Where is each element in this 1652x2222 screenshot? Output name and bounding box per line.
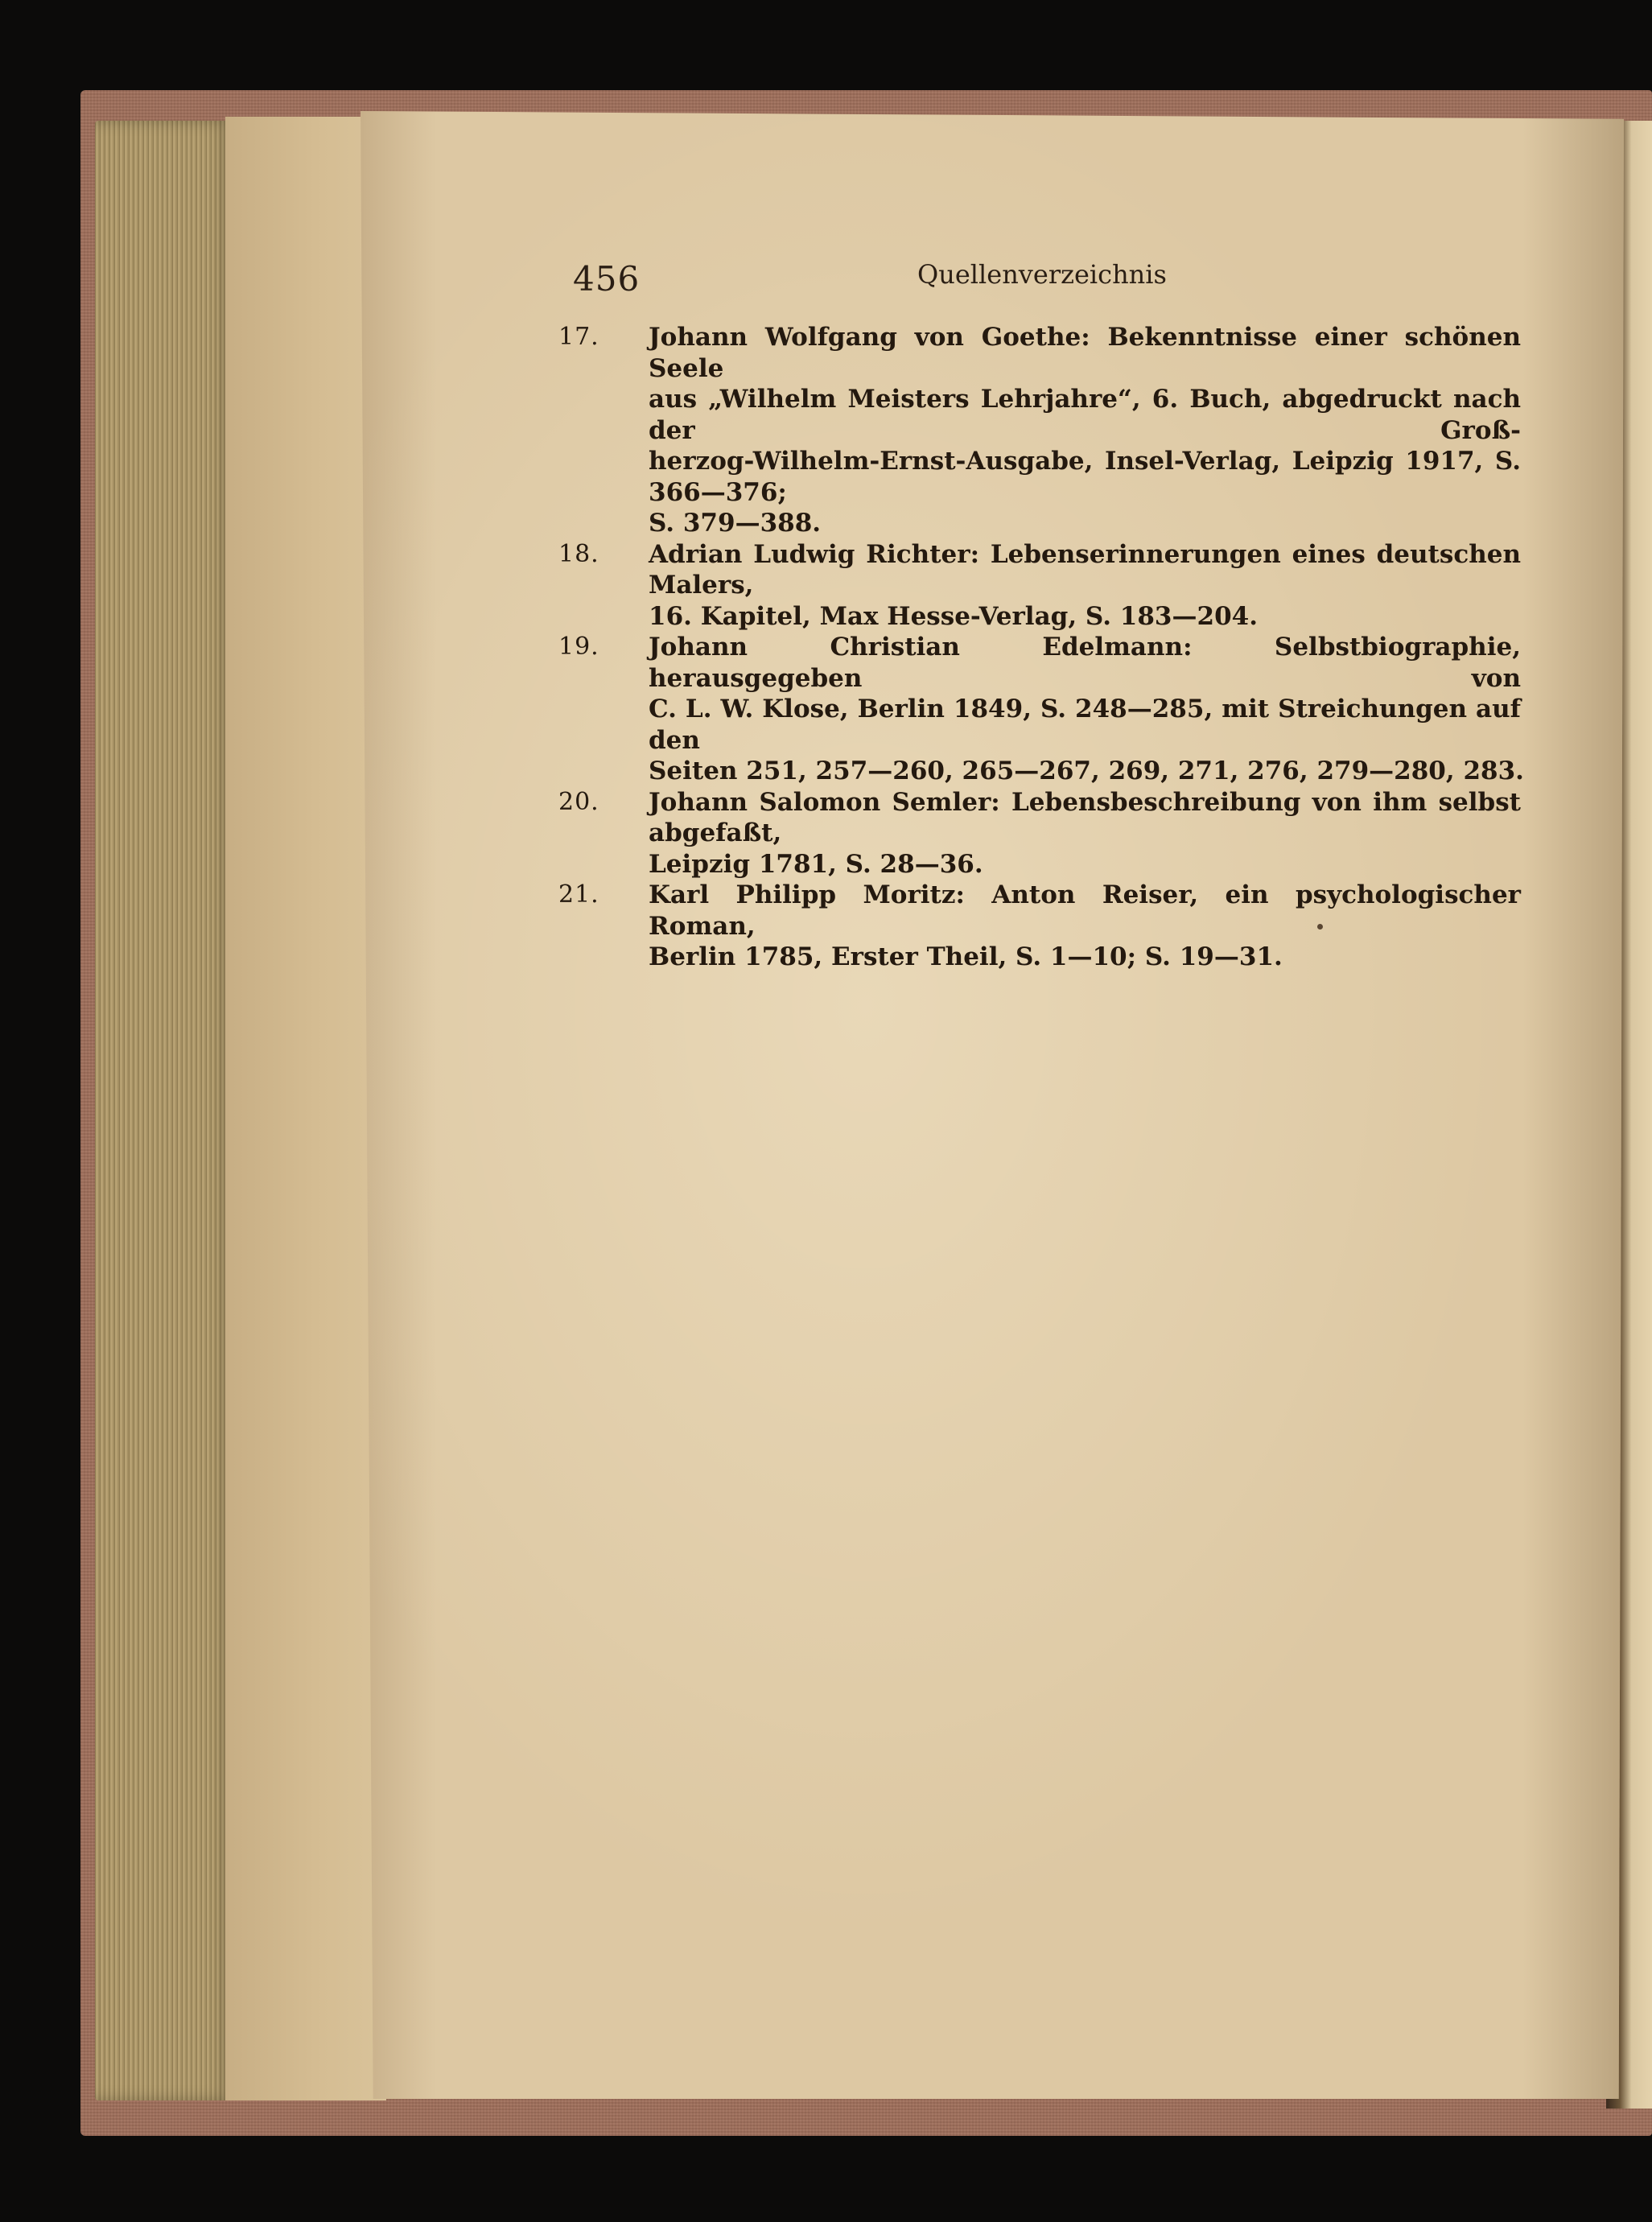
entry-number: 19. [558, 633, 599, 661]
entry-line: Karl Philipp Moritz: Anton Reiser, ein psychologischer Roman, [649, 880, 1521, 941]
entry-line: Johann Wolfgang von Goethe: Bekenntnisse einer schönen Seele [649, 323, 1521, 383]
entry-line: Johann Christian Edelmann: Selbstbiographie, herausgegeben von [649, 633, 1521, 693]
entry-line: Seiten 251, 257—260, 265—267, 269, 271, 276, 279—280, 283. [649, 756, 1524, 785]
entry-line: herzog-Wilhelm-Ernst-Ausgabe, Insel-Verlag, Leipzig 1917, S. 366—376; [649, 447, 1521, 507]
bibliography-entry [558, 880, 1521, 973]
bibliography-entry [558, 322, 1521, 539]
entry-line: S. 379—388. [649, 509, 822, 538]
entry-line: C. L. W. Klose, Berlin 1849, S. 248—285, mit Streichungen auf den [649, 695, 1521, 755]
page-number: 456 [573, 259, 641, 299]
entry-number: 21. [558, 880, 599, 909]
entry-line: Berlin 1785, Erster Theil, S. 1—10; S. 19—31. [649, 942, 1283, 971]
bibliography-entry [558, 632, 1524, 787]
bibliography-entry [558, 539, 1521, 633]
bibliography-list [558, 322, 1524, 973]
entry-number: 18. [558, 539, 599, 568]
paper-speck [1317, 924, 1323, 930]
page-underlay [225, 117, 386, 2100]
entry-line: Leipzig 1781, S. 28—36. [649, 849, 983, 879]
entry-line: Adrian Ludwig Richter: Lebenserinnerungen eines deutschen Malers, [649, 539, 1521, 600]
entry-line: 16. Kapitel, Max Hesse-Verlag, S. 183—204. [649, 601, 1259, 631]
entry-number: 17. [558, 323, 599, 351]
entry-line: Johann Salomon Semler: Lebensbeschreibung von ihm selbst abgefaßt, [649, 787, 1521, 847]
page-edges [95, 121, 233, 2100]
entry-line: aus „Wilhelm Meisters Lehrjahre“, 6. Buch, abgedruckt nach der Groß- [649, 385, 1521, 445]
bibliography-entry [558, 787, 1521, 880]
running-title: Quellenverzeichnis [917, 259, 1167, 290]
entry-number: 20. [558, 787, 599, 816]
